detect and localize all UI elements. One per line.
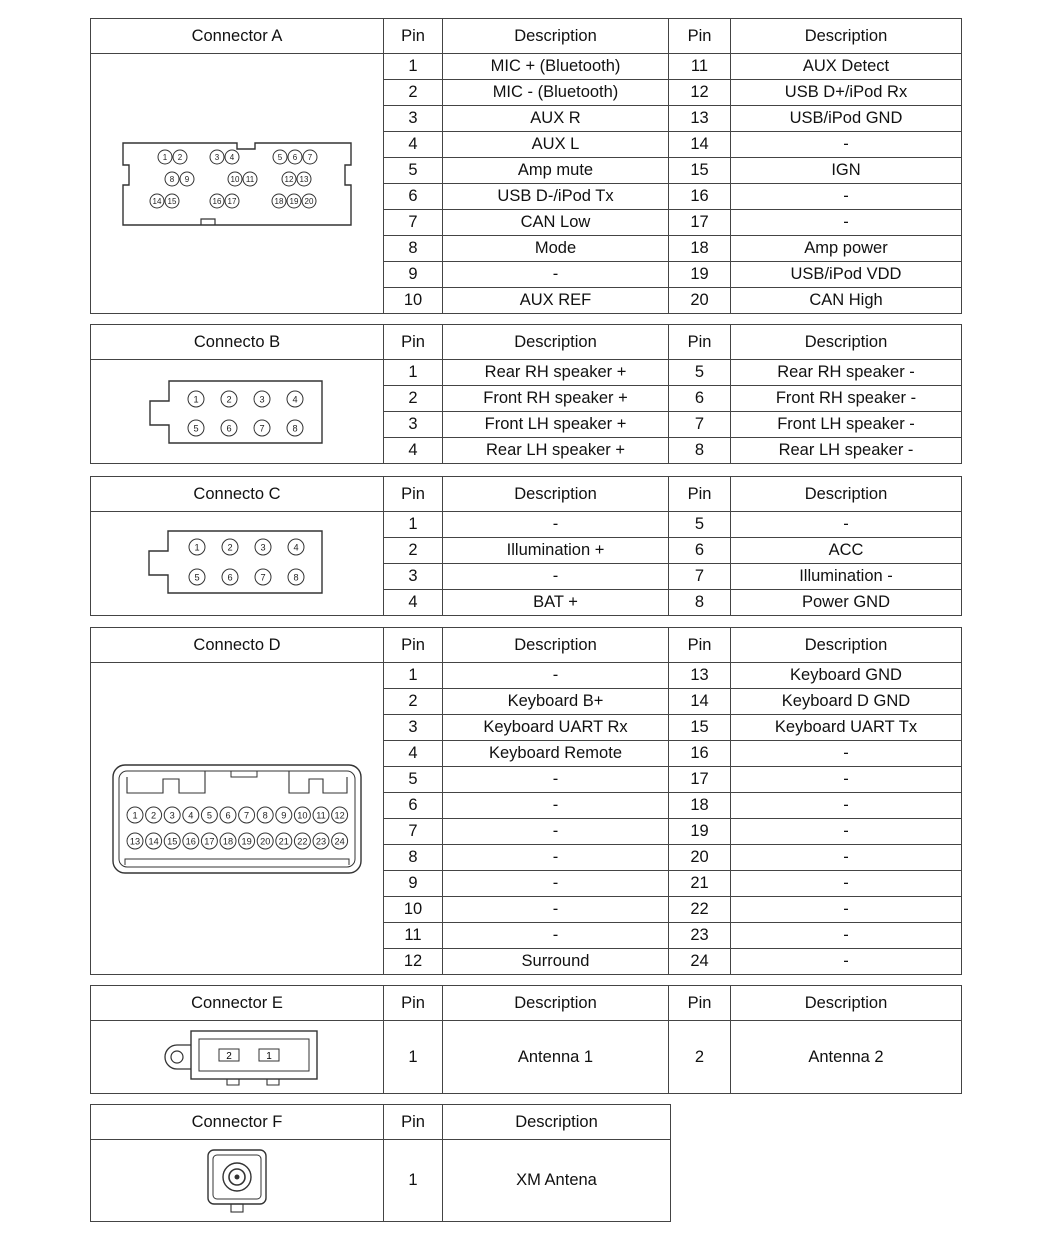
pin-1-label: 1 [162, 152, 168, 162]
pin-number: 19 [669, 819, 731, 845]
pin-header: Pin [384, 986, 443, 1021]
pin-number: 7 [669, 412, 731, 438]
pin-number: 6 [669, 538, 731, 564]
pin-10-label: 10 [297, 809, 308, 820]
pin-header: Pin [384, 477, 443, 512]
pin-number: 1 [384, 663, 443, 689]
table-header-row [91, 477, 962, 512]
pin-header: Pin [384, 628, 443, 663]
pin-6-label: 6 [225, 809, 231, 820]
pin-number: 8 [384, 845, 443, 871]
pin-description: CAN Low [443, 210, 669, 236]
pin-6-label: 6 [292, 152, 298, 162]
connector-c-table [90, 476, 962, 616]
pin-number: 6 [384, 184, 443, 210]
pin-3-label: 3 [260, 541, 266, 552]
pin-19-label: 19 [289, 196, 299, 206]
pin-23-label: 23 [315, 835, 327, 846]
pin-5-label: 5 [206, 809, 212, 820]
pin-2-label: 2 [226, 1051, 232, 1062]
description-header: Description [443, 628, 669, 663]
pin-2-label: 2 [177, 152, 183, 162]
pin-description: AUX L [443, 132, 669, 158]
pin-3-label: 3 [259, 393, 265, 404]
pin-description: - [443, 767, 669, 793]
description-header: Description [731, 325, 962, 360]
pin-7-label: 7 [307, 152, 313, 162]
connector-title: Connector F [91, 1105, 384, 1140]
table-row [91, 1021, 962, 1094]
pin-header: Pin [384, 1105, 443, 1140]
pin-number: 8 [669, 590, 731, 616]
table-header-row [91, 19, 962, 54]
pin-description: Mode [443, 236, 669, 262]
pin-12-label: 12 [284, 174, 294, 184]
connector-title: Connecto B [91, 325, 384, 360]
pin-description: USB D+/iPod Rx [731, 80, 962, 106]
pin-4-label: 4 [229, 152, 235, 162]
description-header: Description [443, 19, 669, 54]
pin-description: Keyboard Remote [443, 741, 669, 767]
pin-description: Keyboard UART Tx [731, 715, 962, 741]
pin-description: USB/iPod GND [731, 106, 962, 132]
pin-number: 9 [384, 871, 443, 897]
pin-description: - [731, 184, 962, 210]
pin-number: 3 [384, 106, 443, 132]
pin-description: MIC - (Bluetooth) [443, 80, 669, 106]
pin-6-label: 6 [226, 422, 232, 433]
pin-description: - [731, 741, 962, 767]
pin-description: - [443, 897, 669, 923]
pin-description: Rear LH speaker + [443, 438, 669, 464]
pin-19-label: 19 [241, 835, 252, 846]
table-row [91, 1140, 671, 1222]
pin-description: Front RH speaker + [443, 386, 669, 412]
pin-description: - [731, 767, 962, 793]
pin-description: - [443, 512, 669, 538]
pin-description: - [731, 132, 962, 158]
pin-number: 1 [384, 1021, 443, 1094]
pin-description: Keyboard B+ [443, 689, 669, 715]
pin-description: AUX R [443, 106, 669, 132]
pin-description: Rear RH speaker + [443, 360, 669, 386]
pin-number: 3 [384, 715, 443, 741]
pin-number: 9 [384, 262, 443, 288]
pin-4-label: 4 [188, 809, 194, 820]
connector-e-diagram [91, 1021, 384, 1094]
pin-8-label: 8 [292, 422, 298, 433]
pin-description: - [731, 845, 962, 871]
pin-7-label: 7 [260, 571, 266, 582]
pin-number: 16 [669, 741, 731, 767]
pin-description: Keyboard UART Rx [443, 715, 669, 741]
pin-description: AUX REF [443, 288, 669, 314]
pin-description: USB D-/iPod Tx [443, 184, 669, 210]
pin-description: ACC [731, 538, 962, 564]
pin-description: - [443, 564, 669, 590]
pin-11-label: 11 [316, 809, 326, 820]
connector-a-pins [150, 150, 317, 208]
pin-description: Power GND [731, 590, 962, 616]
pin-13-label: 13 [129, 835, 141, 846]
pin-number: 18 [669, 793, 731, 819]
table-header-row [91, 628, 962, 663]
table-row [91, 663, 962, 689]
pin-number: 7 [384, 819, 443, 845]
pin-2-label: 2 [151, 809, 157, 820]
pin-description: Rear LH speaker - [731, 438, 962, 464]
table-row [91, 512, 962, 538]
connector-e-pinout-drawing [147, 1027, 327, 1087]
pin-number: 15 [669, 158, 731, 184]
pin-1-label: 1 [194, 541, 200, 552]
connector-a-diagram [91, 54, 384, 314]
pin-14-label: 14 [148, 835, 159, 846]
pin-number: 11 [384, 923, 443, 949]
pin-number: 16 [669, 184, 731, 210]
pin-description: - [731, 949, 962, 975]
pin-8-label: 8 [262, 809, 268, 820]
pin-5-label: 5 [277, 152, 283, 162]
pin-15-label: 15 [167, 835, 178, 846]
pin-number: 4 [384, 438, 443, 464]
pin-number: 13 [669, 663, 731, 689]
connector-f-diagram [91, 1140, 384, 1222]
pin-header: Pin [669, 628, 731, 663]
connector-b-pinout-drawing [142, 375, 332, 449]
pin-3-label: 3 [169, 809, 175, 820]
pin-5-label: 5 [193, 422, 199, 433]
pin-description: - [443, 845, 669, 871]
pin-description: CAN High [731, 288, 962, 314]
pin-number: 12 [669, 80, 731, 106]
table-header-row [91, 986, 962, 1021]
pin-description: Antenna 1 [443, 1021, 669, 1094]
pin-11-label: 11 [245, 174, 255, 184]
pin-2-label: 2 [227, 541, 233, 552]
pin-number: 2 [384, 538, 443, 564]
pin-description: BAT + [443, 590, 669, 616]
pin-number: 5 [384, 767, 443, 793]
pin-9-label: 9 [184, 174, 190, 184]
pin-description: Amp power [731, 236, 962, 262]
description-header: Description [731, 986, 962, 1021]
pin-description: Amp mute [443, 158, 669, 184]
pin-header: Pin [384, 19, 443, 54]
pin-description: - [443, 663, 669, 689]
pin-number: 24 [669, 949, 731, 975]
pin-18-label: 18 [274, 196, 284, 206]
pin-description: - [443, 819, 669, 845]
description-header: Description [443, 986, 669, 1021]
pin-number: 5 [669, 360, 731, 386]
pin-description: - [731, 793, 962, 819]
pin-number: 23 [669, 923, 731, 949]
connector-title: Connecto D [91, 628, 384, 663]
pin-number: 10 [384, 288, 443, 314]
pin-description: - [443, 262, 669, 288]
connector-d-table [90, 627, 962, 975]
pin-number: 14 [669, 132, 731, 158]
pin-number: 2 [384, 80, 443, 106]
pin-header: Pin [669, 19, 731, 54]
pin-description: USB/iPod VDD [731, 262, 962, 288]
pin-description: Illumination + [443, 538, 669, 564]
pin-header: Pin [669, 986, 731, 1021]
pin-number: 20 [669, 845, 731, 871]
connector-c-diagram [91, 512, 384, 616]
pin-description: - [731, 897, 962, 923]
pin-number: 6 [669, 386, 731, 412]
pin-header: Pin [384, 325, 443, 360]
pin-number: 10 [384, 897, 443, 923]
pin-2-label: 2 [226, 393, 232, 404]
pin-number: 5 [384, 158, 443, 184]
pin-description: AUX Detect [731, 54, 962, 80]
description-header: Description [443, 1105, 671, 1140]
pin-16-label: 16 [185, 835, 196, 846]
pin-4-label: 4 [292, 393, 298, 404]
pin-9-label: 9 [281, 809, 287, 820]
pin-description: - [731, 923, 962, 949]
connector-f-pinout-drawing [202, 1146, 272, 1216]
pin-description: - [731, 512, 962, 538]
connector-d-pinout-drawing [111, 763, 363, 875]
pin-number: 3 [384, 412, 443, 438]
pin-16-label: 16 [212, 196, 222, 206]
pin-4-label: 4 [293, 541, 299, 552]
pin-12-label: 12 [334, 809, 345, 820]
pin-number: 6 [384, 793, 443, 819]
connector-d-diagram [91, 663, 384, 975]
pin-description: Illumination - [731, 564, 962, 590]
pin-number: 1 [384, 1140, 443, 1222]
pin-number: 22 [669, 897, 731, 923]
description-header: Description [731, 477, 962, 512]
connector-title: Connector A [91, 19, 384, 54]
pin-18-label: 18 [222, 835, 234, 846]
pin-description: IGN [731, 158, 962, 184]
pin-20-label: 20 [260, 835, 271, 846]
pin-description: Keyboard GND [731, 663, 962, 689]
pin-number: 4 [384, 590, 443, 616]
pin-header: Pin [669, 477, 731, 512]
pin-description: Keyboard D GND [731, 689, 962, 715]
pin-1-label: 1 [266, 1051, 272, 1062]
pin-number: 15 [669, 715, 731, 741]
pin-number: 2 [384, 689, 443, 715]
pin-number: 4 [384, 132, 443, 158]
pin-number: 11 [669, 54, 731, 80]
pin-number: 18 [669, 236, 731, 262]
pin-header: Pin [669, 325, 731, 360]
table-row [91, 360, 962, 386]
description-header: Description [443, 477, 669, 512]
connector-b-diagram [91, 360, 384, 464]
pin-description: Surround [443, 949, 669, 975]
pin-description: Antenna 2 [731, 1021, 962, 1094]
pin-14-label: 14 [152, 196, 162, 206]
pin-number: 19 [669, 262, 731, 288]
pin-description: - [731, 819, 962, 845]
pin-number: 3 [384, 564, 443, 590]
description-header: Description [731, 628, 962, 663]
table-row [91, 54, 962, 80]
pin-17-label: 17 [204, 835, 215, 846]
pin-24-label: 24 [334, 835, 345, 846]
pin-8-label: 8 [169, 174, 175, 184]
pin-7-label: 7 [244, 809, 250, 820]
pin-number: 2 [669, 1021, 731, 1094]
pin-description: - [731, 210, 962, 236]
table-header-row [91, 325, 962, 360]
pin-22-label: 22 [297, 835, 308, 846]
pin-description: Front LH speaker + [443, 412, 669, 438]
connector-b-table [90, 324, 962, 464]
pin-description: - [443, 871, 669, 897]
pin-description: Front RH speaker - [731, 386, 962, 412]
pin-description: - [731, 871, 962, 897]
pin-6-label: 6 [227, 571, 233, 582]
connector-f-table [90, 1104, 671, 1222]
connector-a-table [90, 18, 962, 314]
pin-number: 14 [669, 689, 731, 715]
pin-description: Front LH speaker - [731, 412, 962, 438]
pin-number: 5 [669, 512, 731, 538]
pin-number: 8 [669, 438, 731, 464]
table-header-row [91, 1105, 671, 1140]
pin-number: 13 [669, 106, 731, 132]
pin-description: MIC + (Bluetooth) [443, 54, 669, 80]
pin-number: 8 [384, 236, 443, 262]
pin-description: - [443, 793, 669, 819]
pin-description: - [443, 923, 669, 949]
pin-number: 20 [669, 288, 731, 314]
description-header: Description [731, 19, 962, 54]
pin-number: 17 [669, 210, 731, 236]
connector-title: Connector E [91, 986, 384, 1021]
pin-21-label: 21 [278, 835, 289, 846]
pin-number: 1 [384, 54, 443, 80]
pin-number: 1 [384, 360, 443, 386]
pin-number: 7 [384, 210, 443, 236]
pin-13-label: 13 [299, 174, 309, 184]
connector-a-pinout-drawing [117, 139, 357, 229]
pin-number: 21 [669, 871, 731, 897]
pin-17-label: 17 [227, 196, 237, 206]
pin-1-label: 1 [132, 809, 138, 820]
pin-8-label: 8 [293, 571, 299, 582]
pin-number: 2 [384, 386, 443, 412]
connector-title: Connecto C [91, 477, 384, 512]
connector-c-pinout-drawing [142, 527, 332, 601]
pin-5-label: 5 [194, 571, 200, 582]
pin-20-label: 20 [304, 196, 314, 206]
pin-1-label: 1 [193, 393, 199, 404]
description-header: Description [443, 325, 669, 360]
pin-7-label: 7 [259, 422, 265, 433]
pin-description: Rear RH speaker - [731, 360, 962, 386]
pin-number: 4 [384, 741, 443, 767]
pin-description: XM Antena [443, 1140, 671, 1222]
pin-10-label: 10 [230, 174, 240, 184]
pin-number: 7 [669, 564, 731, 590]
pin-15-label: 15 [167, 196, 177, 206]
pin-3-label: 3 [214, 152, 220, 162]
pin-number: 17 [669, 767, 731, 793]
connector-e-table [90, 985, 962, 1094]
pin-number: 1 [384, 512, 443, 538]
pin-number: 12 [384, 949, 443, 975]
